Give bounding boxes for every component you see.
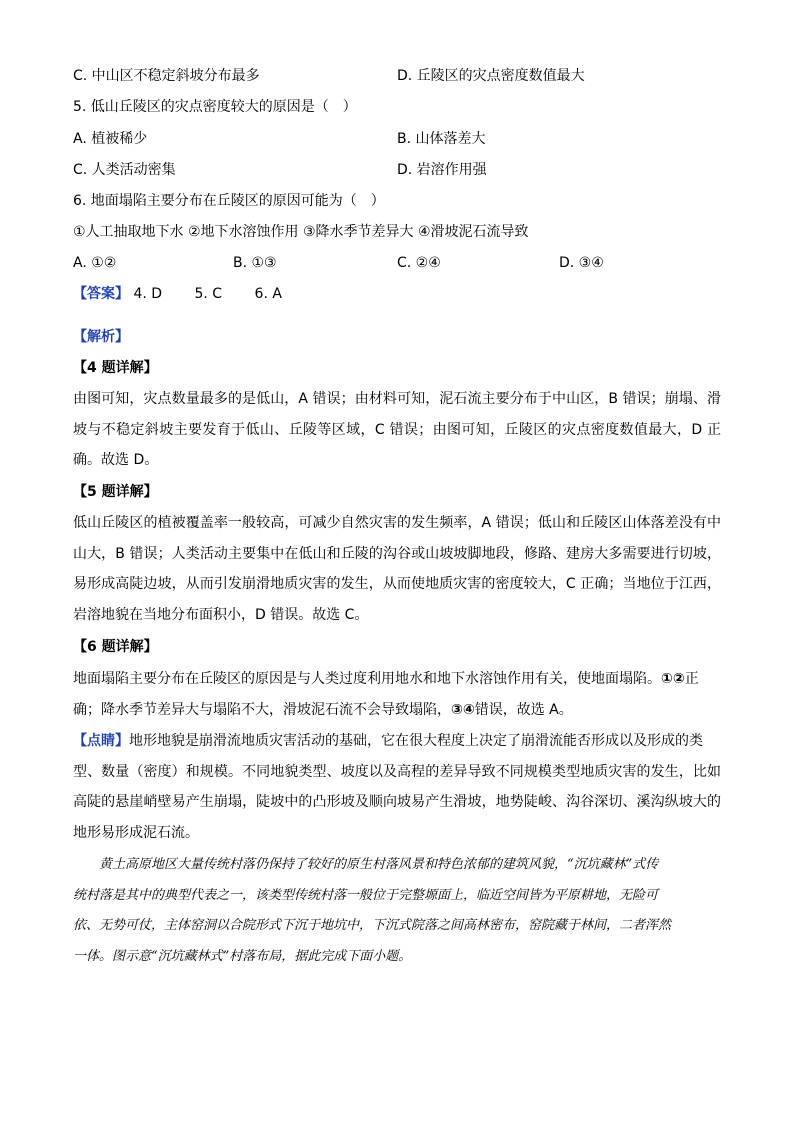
detail-4-title: 【4 题详解】 [73,360,158,376]
tip-line: 地形易形成泥石流。 [73,824,199,841]
tip-line: 高陡的悬崖峭壁易产生崩塌，陡坡中的凸形坡及顺向坡易产生滑坡，地势陡峻、沟谷深切、溪沟纵坡大的 [73,794,721,810]
passage-line: 统村落是其中的典型代表之一，该类型传统村落一般位于完整塬面上，临近空间皆为平原耕地，无险可 [73,887,659,903]
answer-4: 4. D [133,286,163,302]
detail-6-text: 错误，故选 A。 [474,701,573,718]
detail-5-line: 易形成高陡边坡，从而引发崩滑地质灾害的发生，从而使地质灾害的密度较大，C 正确；当地位于江西， [73,576,721,592]
analysis-label: 【解析】 [73,329,129,345]
q6-option-d: D. ③④ [559,255,604,271]
q6-stem: 6. 地面塌陷主要分布在丘陵区的原因可能为（ ） [73,193,385,209]
q5-option-c: C. 人类活动密集 [73,162,176,178]
tip-line [73,726,721,757]
passage-line: 黄土高原地区大量传统村落仍保持了较好的原生村落风景和特色浓郁的建筑风貌，“沉坑藏林”式传 [73,857,659,872]
detail-6-title: 【6 题详解】 [73,639,158,655]
detail-6-line [73,664,721,695]
answer-5: 5. C [194,286,223,302]
tip-line: 型、数量（密度）和规模。不同地貌类型、坡度以及高程的差异导致不同规模类型地质灾害的发生，比如 [73,763,721,780]
detail-6-mark: ①② [661,671,685,687]
passage-line: 一体。图示意“沉坑藏林式”村落布局，据此完成下面小题。 [73,948,412,964]
detail-4-line: 由图可知，灾点数量最多的是低山，A 错误；由材料可知，泥石流主要分布于中山区，B 错误；崩塌、滑 [73,391,721,407]
detail-4-body [73,384,721,476]
detail-6-body [73,664,721,725]
detail-5-title: 【5 题详解】 [73,484,158,500]
detail-5-line: 低山丘陵区的植被覆盖率一般较高，可减少自然灾害的发生频率，A 错误；低山和丘陵区山体落差没有中 [73,515,721,531]
q4-option-d: D. 丘陵区的灾点密度数值最大 [397,68,585,84]
q5-option-a: A. 植被稀少 [73,131,148,147]
passage-line: 依、无势可仗，主体窑洞以合院形式下沉于地坑中，下沉式院落之间高林密布，窑院藏于林间，二者浑然 [73,918,672,933]
q6-option-c: C. ②④ [397,255,441,271]
q6-option-b: B. ①③ [233,255,277,271]
detail-6-mark: ③④ [451,701,475,718]
q6-items: ①人工抽取地下水 ②地下水溶蚀作用 ③降水季节差异大 ④滑坡泥石流导致 [73,224,529,240]
tip-body [73,726,721,848]
detail-5-body [73,508,721,630]
q4-option-c: C. 中山区不稳定斜坡分布最多 [73,68,260,84]
q5-option-d: D. 岩溶作用强 [397,162,487,178]
detail-5-line: 岩溶地貌在当地分布面积小，D 错误。故选 C。 [73,606,369,623]
q5-option-b: B. 山体落差大 [397,131,486,147]
q5-stem: 5. 低山丘陵区的灾点密度较大的原因是（ ） [73,99,357,115]
passage [73,850,721,972]
detail-6-text: 确；降水季节差异大与塌陷不大，滑坡泥石流不会导致塌陷， [73,701,451,718]
answer-label: 【答案】 [73,286,129,302]
answer-6: 6. A [254,286,282,302]
detail-6-text: 地面塌陷主要分布在丘陵区的原因是与人类过度利用地水和地下水溶蚀作用有关，使地面塌陷。 [73,671,661,687]
detail-4-line: 确。故选 D。 [73,452,159,468]
tip-text: 地形地貌是崩滑流地质灾害活动的基础，它在很大程度上决定了崩滑流能否形成以及形成的类 [129,733,703,749]
detail-6-text: 正 [684,671,699,687]
tip-label: 【点睛】 [73,733,129,749]
q6-option-a: A. ①② [73,255,117,271]
detail-6-line [73,695,721,726]
detail-4-line: 坡与不稳定斜坡主要发育于低山、丘陵等区域，C 错误；由图可知，丘陵区的灾点密度数值最大，D 正 [73,421,721,438]
answer-row [73,284,282,304]
detail-5-line: 山大，B 错误；人类活动主要集中在低山和丘陵的沟谷或山坡坡脚地段，修路、建房大多需要进行切坡， [73,545,721,562]
